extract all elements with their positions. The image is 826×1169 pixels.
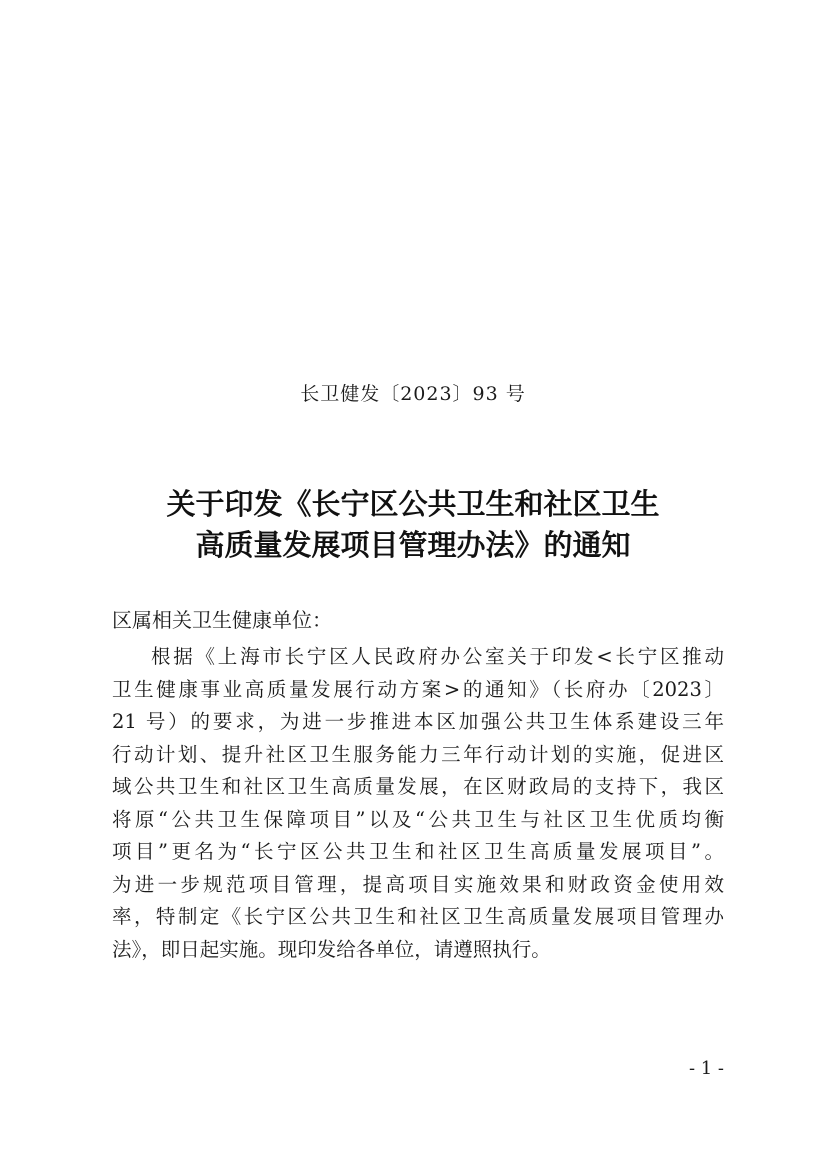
body-line: 将原“公共卫生保障项目”以及“公共卫生与社区卫生优质均衡 xyxy=(112,807,724,831)
body-line: 为进一步规范项目管理，提高项目实施效果和财政资金使用效 xyxy=(112,872,724,896)
body-line: 行动计划、提升社区卫生服务能力三年行动计划的实施，促进区 xyxy=(112,742,724,766)
body-paragraph xyxy=(112,641,724,966)
body-line: 根据《上海市长宁区人民政府办公室关于印发<长宁区推动 xyxy=(151,645,724,668)
body-line: 卫生健康事业高质量发展行动方案>的通知》（长府办〔2023〕 xyxy=(112,677,724,701)
body-line: 项目”更名为“长宁区公共卫生和社区卫生高质量发展项目”。 xyxy=(112,840,724,863)
title-line-1: 关于印发《长宁区公共卫生和社区卫生 xyxy=(166,487,660,521)
salutation: 区属相关卫生健康单位： xyxy=(112,608,332,632)
document-title xyxy=(0,484,826,566)
body-line: 率，特制定《长宁区公共卫生和社区卫生高质量发展项目管理办 xyxy=(112,905,724,928)
body-line: 21 号）的要求，为进一步推进本区加强公共卫生体系建设三年 xyxy=(112,710,724,733)
body-line: 法》，即日起实施。现印发给各单位，请遵照执行。 xyxy=(112,937,551,961)
title-line-2: 高质量发展项目管理办法》的通知 xyxy=(195,528,631,562)
body-line: 域公共卫生和社区卫生高质量发展，在区财政局的支持下，我区 xyxy=(112,775,724,798)
document-number: 长卫健发〔2023〕93 号 xyxy=(300,383,526,405)
page-number: - 1 - xyxy=(688,1058,724,1079)
